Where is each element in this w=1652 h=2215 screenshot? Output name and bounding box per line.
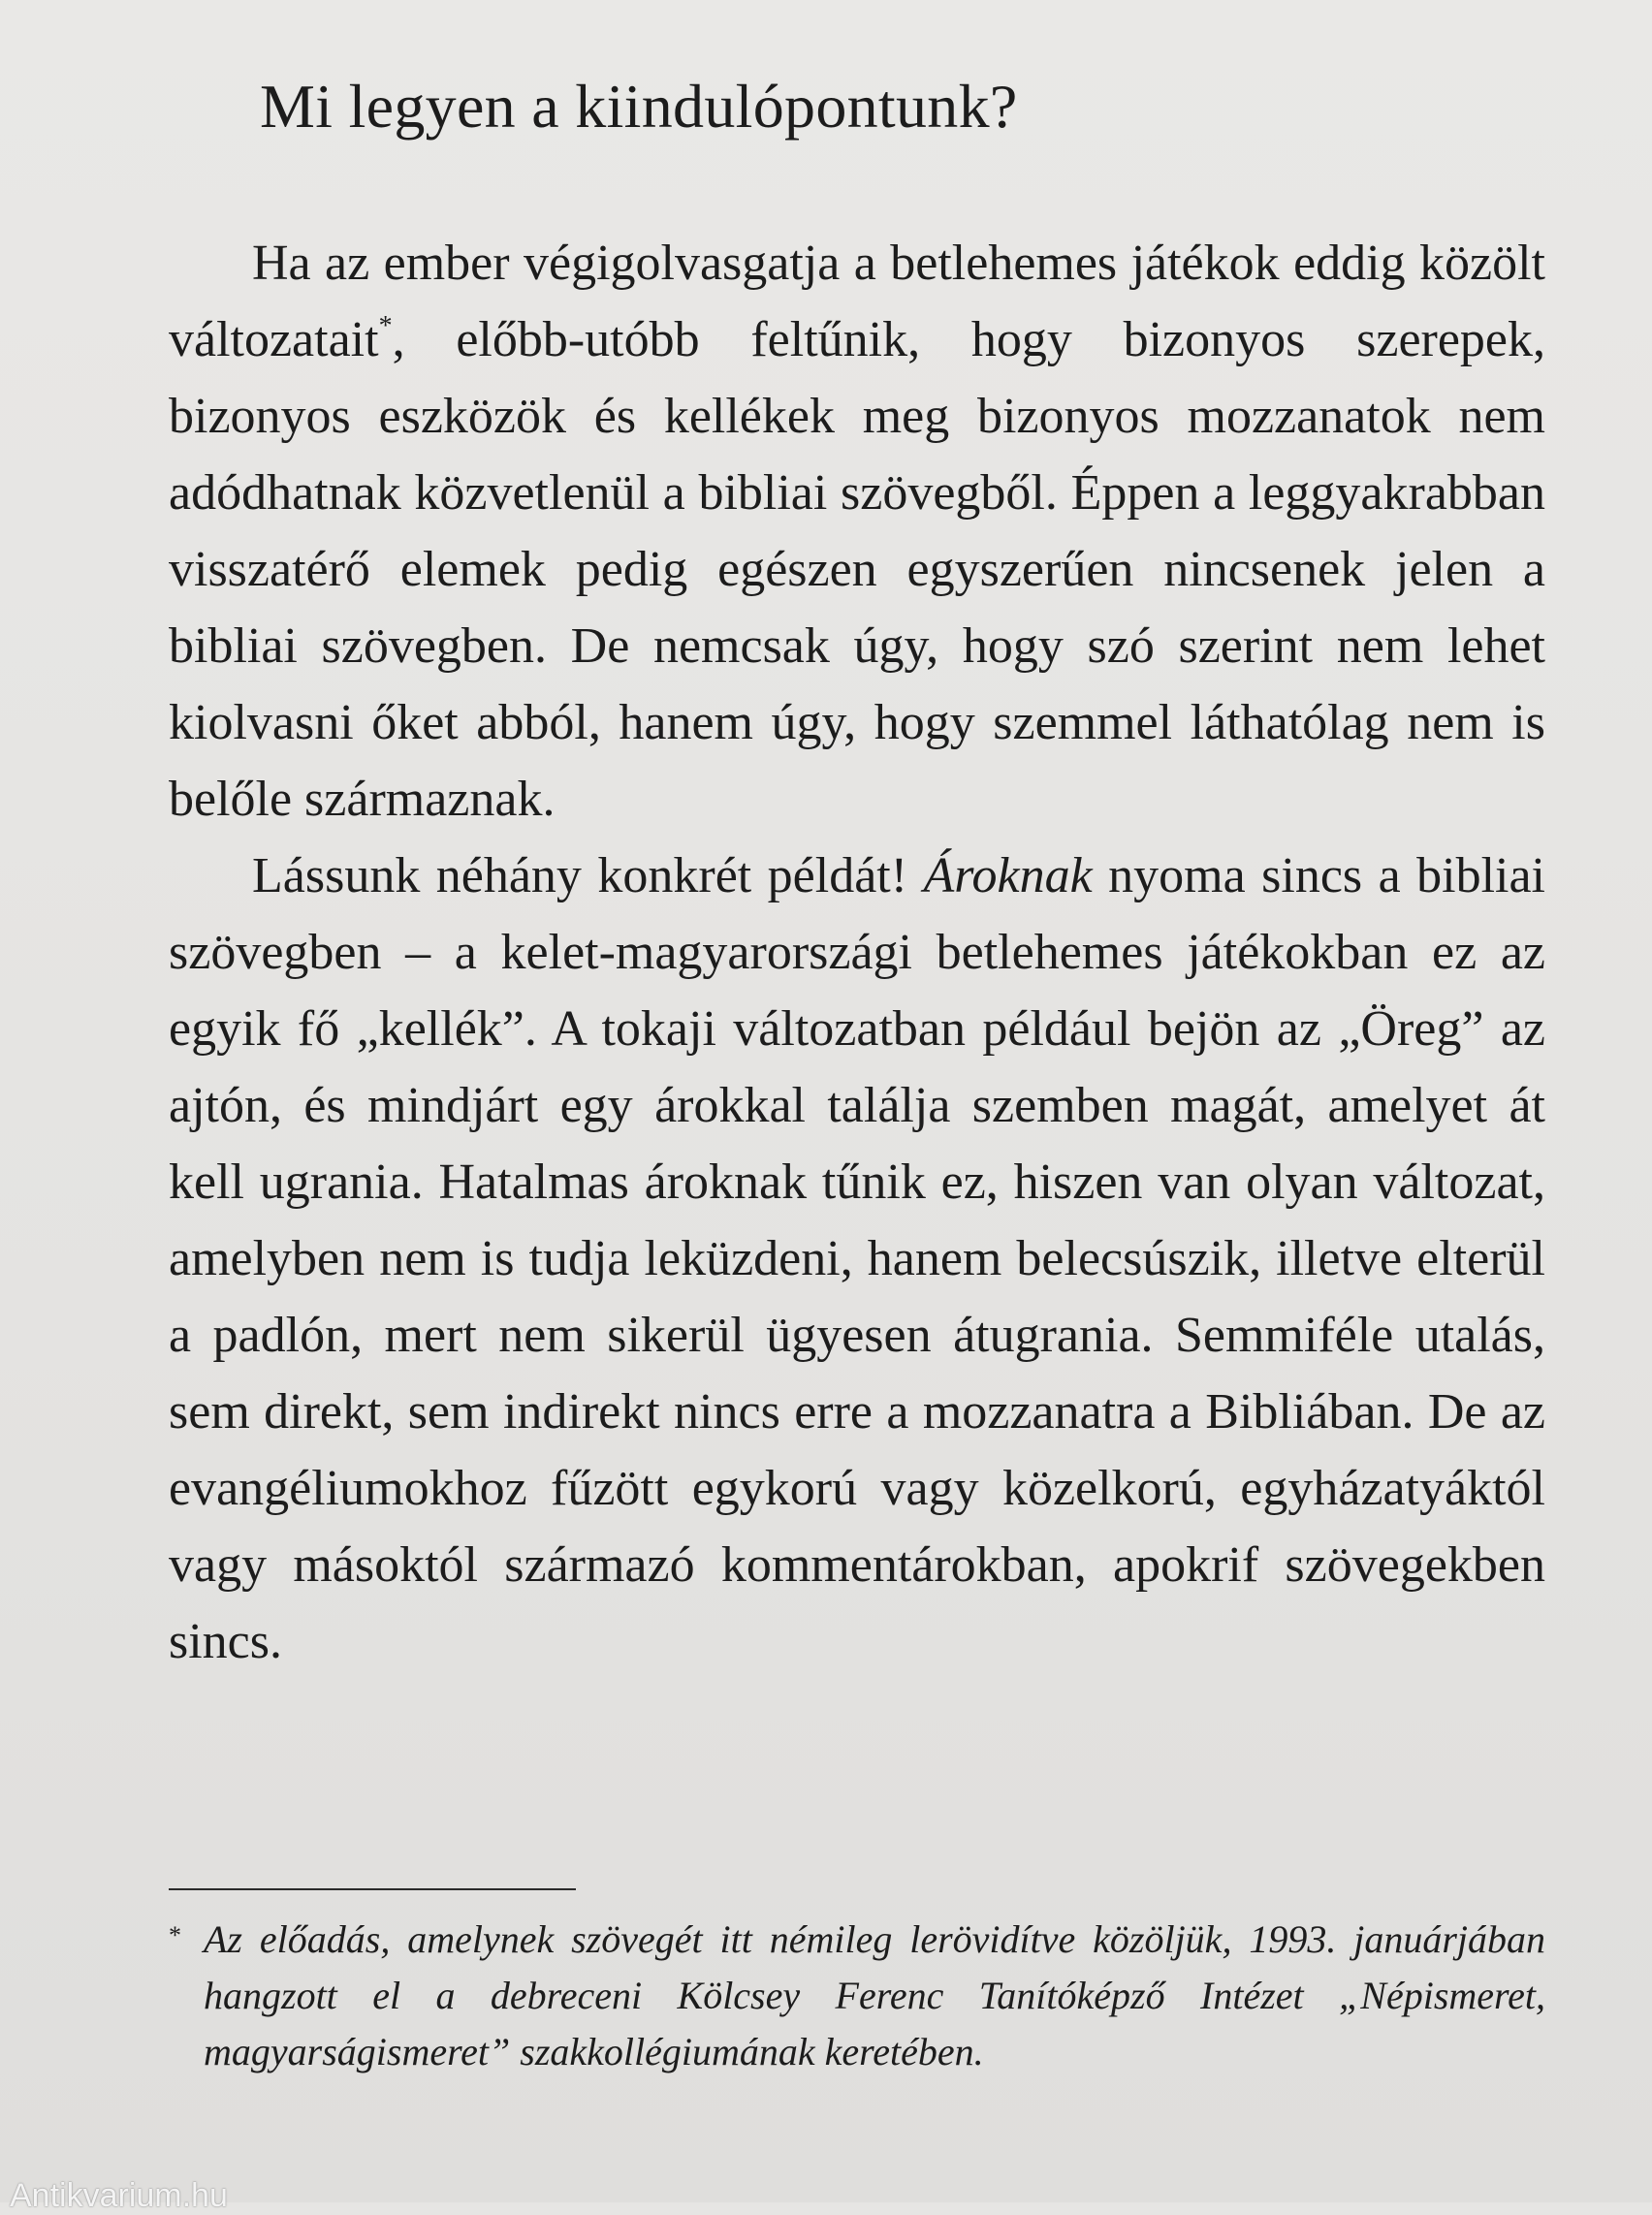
- footnote-divider: [169, 1888, 576, 1890]
- paragraph-1: [169, 225, 1545, 838]
- footnote-text: Az előadás, amelynek szövegét itt némileg lerövidítve közöljük, 1993. januárjában hangzott el a debreceni Kölcsey Ferenc Tanítóképző Intézet „Népismeret, magyarságismeret” szakkollégiumának keretében.: [204, 1917, 1545, 2073]
- watermark: Antikvarium.hu: [10, 2177, 228, 2214]
- paragraph-2-emphasis: Ároknak: [923, 848, 1093, 903]
- footnote-reference: *: [378, 311, 393, 341]
- footnote-mark: *: [169, 1921, 181, 1949]
- paragraph-2-text-a: Lássunk néhány konkrét példát!: [252, 848, 924, 903]
- paragraph-2: [169, 838, 1545, 1680]
- paragraph-1-text-b: , előbb-utóbb feltűnik, hogy bizonyos szerepek, bizonyos eszközök és kellékek meg bizonyos mozzanatok nem adódhatnak közvetlenül a bibliai szövegből. Éppen a leggyakrabban visszatérő elemek pedig egészen egyszerűen nincsenek jelen a bibliai szövegben. De nemcsak úgy, hogy szó szerint nem lehet kiolvasni őket abból, hanem úgy, hogy szemmel láthatólag nem is belőle származnak.: [169, 312, 1545, 827]
- page-heading: Mi legyen a kiindulópontunk?: [260, 72, 1018, 141]
- footnote: [169, 1912, 1545, 2080]
- paragraph-2-text-b: nyoma sincs a bibliai szövegben – a kelet-magyarországi betlehemes játékokban ez az egyik fő „kellék”. A tokaji változatban például bejön az „Öreg” az ajtón, és mindjárt egy árokkal találja szemben magát, amelyet át kell ugrania. Hatalmas ároknak tűnik ez, hiszen van olyan változat, amelyben nem is tudja leküzdeni, hanem belecsúszik, illetve elterül a padlón, mert nem sikerül ügyesen átugrania. Semmiféle utalás, sem direkt, sem indirekt nincs erre a mozzanatra a Bibliában. De az evangéliumokhoz fűzött egykorú vagy közelkorú, egyházatyáktól vagy másoktól származó kommentárokban, apokrif szövegekben sincs.: [169, 848, 1545, 1669]
- body-text: [169, 225, 1545, 1680]
- paragraph-1-text-a: Ha az ember végigolvasgatja a betlehemes játékok eddig közölt változatait: [169, 236, 1545, 367]
